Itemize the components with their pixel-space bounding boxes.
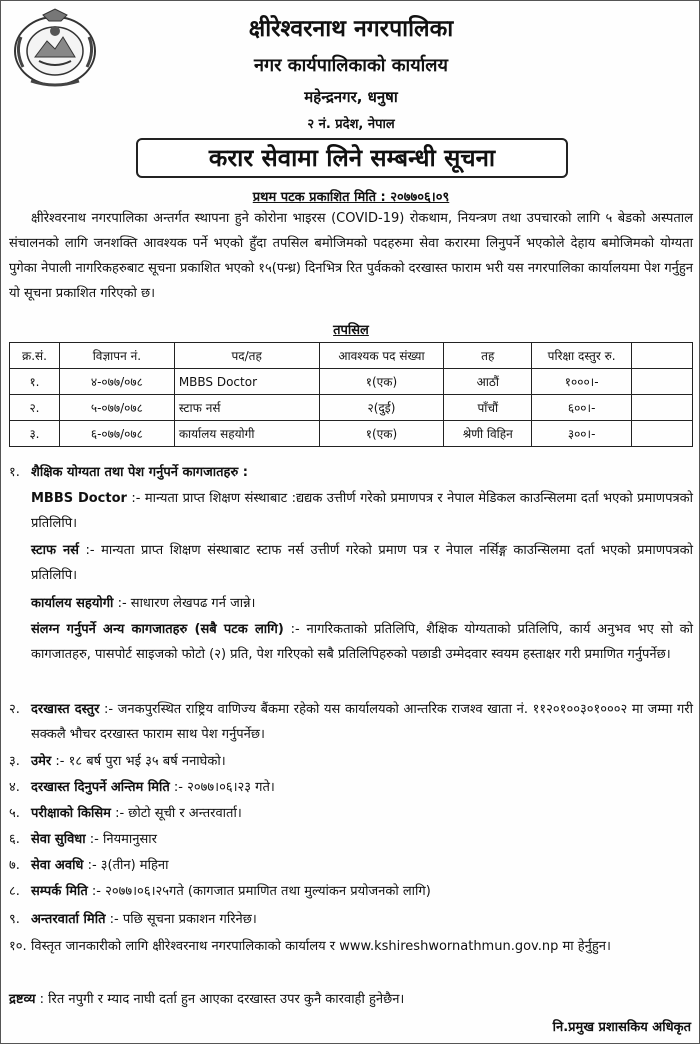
section-text: :- नियमानुसार	[89, 832, 157, 847]
section-5	[9, 801, 693, 826]
section-3	[9, 749, 693, 774]
section-number: ८.	[9, 884, 20, 899]
section-number: ५.	[9, 806, 20, 821]
notice-title: करार सेवामा लिने सम्बन्धी सूचना	[136, 138, 568, 178]
section-label: सेवा सुविधा	[31, 832, 86, 847]
table-cell: ४-०७७/०७८	[59, 369, 174, 395]
office-location: महेन्द्रनगर, धनुषा	[304, 88, 398, 106]
table-cell: स्टाफ नर्स	[174, 395, 319, 421]
mbbs-label: MBBS Doctor	[31, 491, 127, 506]
section-label: अन्तरवार्ता मिति	[31, 912, 106, 927]
section-text: :- १८ बर्ष पुरा भई ३५ बर्ष ननाघेको।	[55, 754, 226, 769]
section-4	[9, 775, 693, 800]
section-text: :- पछि सूचना प्रकाशन गरिनेछ।	[109, 912, 257, 927]
table-cell: आठौं	[444, 369, 532, 395]
table-row	[10, 421, 693, 447]
published-date: प्रथम पटक प्रकाशित मिति : २०७७०६।०९	[252, 190, 450, 205]
office-name: नगर कार्यपालिकाको कार्यालय	[254, 55, 448, 76]
intro-text: क्षीरेश्वरनाथ नगरपालिका अन्तर्गत स्थापना हुने कोरोना भाइरस (COVID-19) रोकथाम, नियन्त्रण तथा उपचारको लागि ५ बेडको अस्पताल संचालनको लागि जनशक्ति आवश्यक पर्ने भएको हुँदा तपसिल बमोजिमको पदहरुमा सेवा करारमा लिनुपर्ने भएकोले देहाय बमोजिमको योग्यता पुगेका नेपाली नागरिकहरुबाट सूचना प्रकाशित भएको १५(पन्ध्र) दिनभित्र रित पुर्वकको दरखास्त फाराम भरी यस नगरपालिका कार्यालयमा पेश गर्नुहुन यो सूचना प्रकाशित गरिएको छ।	[9, 211, 694, 301]
nurse-label: स्टाफ नर्स	[31, 543, 79, 558]
docs-text: :- नागरिकताको प्रतिलिपि, शैक्षिक योग्यताको प्रतिलिपि, कार्य अनुभव भए सो को कागजातहरु, पासपोर्ट साइजको फोटो (२) प्रति, पेश गरिएको सबै प्रतिलिपिहरुको पछाडी उम्मेदवार स्वयम हस्ताक्षर गरी प्रमाणित गर्नुपर्नेछ।	[31, 622, 693, 662]
table-cell: २.	[10, 395, 60, 421]
section-9	[9, 907, 693, 932]
col-header: परिक्षा दस्तुर रु.	[532, 343, 632, 369]
section-number: २.	[9, 702, 20, 717]
section-label: सम्पर्क मिति	[31, 884, 88, 899]
table-cell: ३००।-	[532, 421, 632, 447]
table-cell: ६-०७७/०७८	[59, 421, 174, 447]
note-label: द्रष्टव्य	[9, 992, 36, 1007]
col-header: विज्ञापन नं.	[59, 343, 174, 369]
table-cell: ३.	[10, 421, 60, 447]
table-cell: १०००।-	[532, 369, 632, 395]
section-number: ६.	[9, 832, 20, 847]
section-text: :- जनकपुरस्थित राष्ट्रिय वाणिज्य बैंकमा रहेको यस कार्यालयको आन्तरिक राजश्व खाता नं. ११२०१००३०१०००२ मा जम्मा गरी सक्कलै भौचर दरखास्त फाराम साथ पेश गर्नुपर्नेछ।	[31, 702, 693, 742]
section-8	[9, 879, 693, 904]
table-title: तपसिल	[333, 323, 369, 338]
table-cell: श्रेणी विहिन	[444, 421, 532, 447]
nurse-text: :- मान्यता प्राप्त शिक्षण संस्थाबाट स्टाफ नर्स उत्तीर्ण गरेको प्रमाण पत्र र नेपाल नर्सिङ्ग काउन्सिलमा दर्ता भएको प्रमाणपत्रको प्रतिलिपि।	[31, 543, 693, 583]
section-label: सेवा अवधि	[31, 858, 84, 873]
col-header: पद/तह	[174, 343, 319, 369]
mbbs-text: :- मान्यता प्राप्त शिक्षण संस्थाबाट :द्यद्यक उत्तीर्ण गरेको प्रमाणपत्र र नेपाल मेडिकल काउन्सिलमा दर्ता भएको प्रमाणपत्रको प्रतिलिपि।	[31, 491, 693, 531]
table-header-row	[10, 343, 693, 369]
signature-line: नि.प्रमुख प्रशासकिय अधिकृत	[552, 1020, 691, 1035]
helper-text: :- साधारण लेखपढ गर्न जान्ने।	[117, 596, 256, 611]
section-number: ३.	[9, 754, 20, 769]
col-header: आवश्यक पद संख्या	[319, 343, 444, 369]
mbbs-requirement	[9, 486, 693, 536]
helper-requirement	[9, 591, 693, 616]
table-cell	[632, 421, 693, 447]
col-header: तह	[444, 343, 532, 369]
section-text: विस्तृत जानकारीको लागि क्षीरेश्वरनाथ नगरपालिकाको कार्यालय र www.kshireshwornathmun.gov.np मा हेर्नुहुन।	[31, 939, 611, 954]
docs-label: संलग्न गर्नुपर्ने अन्य कागजातहरु (सबै पटक लागि)	[31, 622, 284, 637]
section-label: परीक्षाको किसिम	[31, 806, 111, 821]
section-number: १.	[9, 465, 20, 480]
table-cell: १.	[10, 369, 60, 395]
note	[9, 987, 693, 1012]
col-header	[632, 343, 693, 369]
table-cell: पाँचौं	[444, 395, 532, 421]
section-number: ९.	[9, 912, 20, 927]
province-line: २ नं. प्रदेश, नेपाल	[307, 117, 395, 132]
note-text: : रित नपुगी र म्याद नाघी दर्ता हुन आएका दरखास्त उपर कुनै कारवाही हुनेछैन।	[39, 992, 405, 1007]
table-row	[10, 395, 693, 421]
section-label: उमेर	[31, 754, 52, 769]
table-cell: २(दुई)	[319, 395, 444, 421]
section-title: शैक्षिक योग्यता तथा पेश गर्नुपर्ने कागजातहरु :	[31, 465, 248, 480]
section-label: दरखास्त दिनुपर्ने अन्तिम मिति	[31, 780, 170, 795]
helper-label: कार्यालय सहयोगी	[31, 596, 114, 611]
section-number: ७.	[9, 858, 20, 873]
table-row	[10, 369, 693, 395]
section-number: १०.	[9, 939, 27, 954]
table-cell: MBBS Doctor	[174, 369, 319, 395]
section-label: दरखास्त दस्तुर	[31, 702, 100, 717]
municipality-name: क्षीरेश्वरनाथ नगरपालिका	[248, 16, 454, 42]
table-cell: ५-०७७/०७८	[59, 395, 174, 421]
nurse-requirement	[9, 538, 693, 588]
table-cell	[632, 369, 693, 395]
documents-requirement	[9, 617, 693, 667]
table-cell: कार्यालय सहयोगी	[174, 421, 319, 447]
section-6	[9, 827, 693, 852]
section-text: :- ३(तीन) महिना	[87, 858, 169, 873]
intro-paragraph	[9, 206, 693, 306]
col-header: क्र.सं.	[10, 343, 60, 369]
section-10	[9, 934, 693, 959]
section-number: ४.	[9, 780, 20, 795]
section-2	[9, 697, 693, 747]
section-1-heading	[9, 460, 693, 485]
section-text: :- छोटो सूची र अन्तरवार्ता।	[115, 806, 242, 821]
table-cell	[632, 395, 693, 421]
table-cell: ६००।-	[532, 395, 632, 421]
table-cell: १(एक)	[319, 369, 444, 395]
section-7	[9, 853, 693, 878]
section-text: :- २०७७।०६।२५गते (कागजात प्रमाणित तथा मुल्यांकन प्रयोजनको लागि)	[91, 884, 431, 899]
table-cell: १(एक)	[319, 421, 444, 447]
section-text: :- २०७७।०६।२३ गते।	[173, 780, 275, 795]
posts-table	[9, 342, 693, 447]
